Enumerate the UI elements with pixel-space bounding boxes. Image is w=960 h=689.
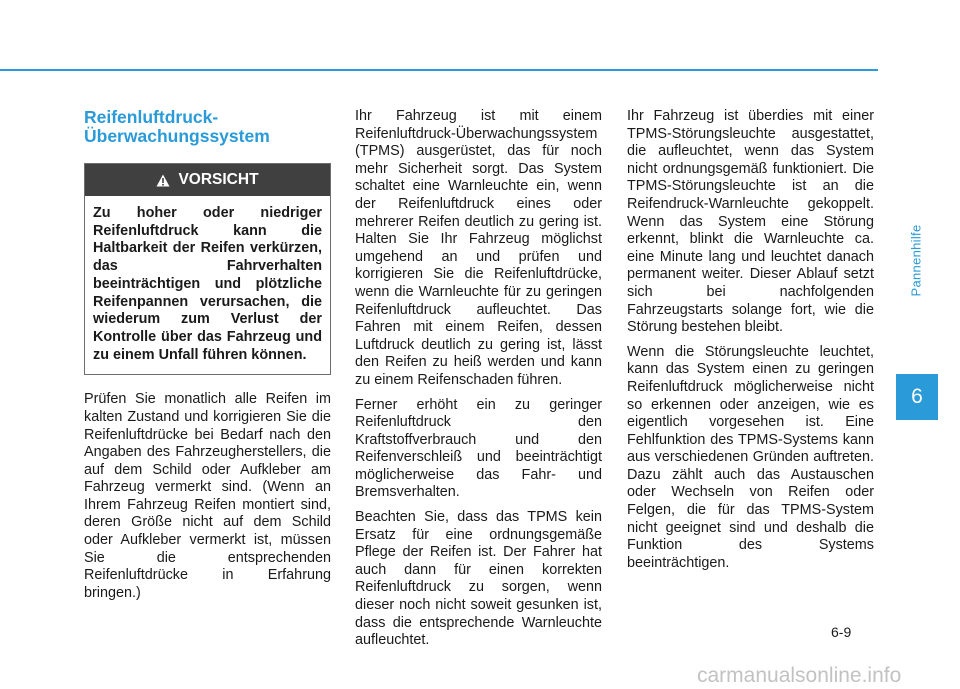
- paragraph: Ihr Fahrzeug ist überdies mit einer TPMS-Störungsleuchte ausgestattet, die aufleuchtet, wenn das System nicht ordnungsgemäß funktioniert. Die TPMS-Störungsleuchte ist an die Reifendruck-Warnleuchte gekoppelt. Wenn das System eine Störung erkennt, blinkt die Warnleuchte ca. eine Minute lang und leuchtet danach permanent weiter. Dieser Ablauf setzt sich bei nachfolgenden Fahrzeugstarts solange fort, wie die Störung bestehen bleibt.: [627, 108, 874, 336]
- caution-label: VORSICHT: [178, 171, 259, 189]
- section-heading: Reifenluftdruck-Überwachungssystem: [84, 107, 270, 146]
- paragraph: Prüfen Sie monatlich alle Reifen im kalten Zustand und korrigieren Sie die Reifenluftdrücke bei Bedarf nach den Angaben des Fahrzeugherstellers, die auf dem Schild oder Aufkleber am Fahrzeug vermerkt sind. (Wenn an Ihrem Fahrzeug Reifen montiert sind, deren Größe nicht auf dem Schild oder Aufkleber vermerkt ist, müssen Sie die entsprechenden Reifenluftdrücke in Erfahrung bringen.): [84, 391, 331, 601]
- chapter-side-label: [904, 200, 928, 320]
- warning-triangle-icon: [156, 174, 170, 187]
- caution-box: [84, 163, 331, 375]
- header-rule: [0, 69, 878, 71]
- column-right: [627, 108, 874, 579]
- caution-header: [85, 164, 330, 196]
- paragraph: Ihr Fahrzeug ist mit einem Reifenluftdruck-Überwachungssystem (TPMS) ausgerüstet, das für noch mehr Sicherheit sorgt. Das System schaltet eine Warnleuchte ein, wenn der Reifenluftdruck eines oder mehrerer Reifen deutlich zu gering ist. Halten Sie Ihr Fahrzeug möglichst umgehend an und prüfen und korrigieren Sie die Reifenluftdrücke, wenn die Warnleuchte für zu geringen Reifenluftdruck aufleuchtet. Das Fahren mit einem Reifen, dessen Luftdruck deutlich zu gering ist, lässt den Reifen zu heiß werden und kann zu einem Reifenschaden führen.: [355, 108, 602, 388]
- column-left: [84, 108, 331, 609]
- column-middle: [355, 108, 602, 657]
- paragraph: Wenn die Störungsleuchte leuchtet, kann das System einen zu geringen Reifenluftdruck möglicherweise nicht so erkennen oder anzeigen, wie es eigentlich vorgesehen ist. Eine Fehlfunktion des TPMS-Systems kann aus verschiedenen Gründen auftreten. Dazu zählt auch das Austauschen oder Wechseln von Reifen oder Felgen, die für das TPMS-System nicht geeignet sind und deshalb die Funktion des Systems beeinträchtigen.: [627, 343, 874, 571]
- caution-text: Zu hoher oder niedriger Reifenluftdruck kann die Haltbarkeit der Reifen verkürzen, das Fahrverhalten beeinträchtigen und plötzliche Reifenpannen verursachen, die wiederum zum Verlust der Kontrolle über das Fahrzeug und zu einem Unfall führen können.: [93, 205, 322, 363]
- watermark: carmanualsonline.info: [697, 664, 902, 687]
- paragraph: Ferner erhöht ein zu geringer Reifenluftdruck den Kraftstoffverbrauch und den Reifenverschleiß und beeinträchtigt möglicherweise das Fahr- und Bremsverhalten.: [355, 396, 602, 501]
- page-number: 6-9: [831, 624, 852, 640]
- chapter-title: Pannenhilfe: [908, 224, 924, 296]
- chapter-number-tab: 6: [896, 374, 938, 420]
- paragraph: Beachten Sie, dass das TPMS kein Ersatz für eine ordnungsgemäße Pflege der Reifen ist. Der Fahrer hat auch dann für einen korrekten Reifenluftdruck zu sorgen, wenn dieser noch nicht soweit gesunken ist, dass die entsprechende Warnleuchte aufleuchtet.: [355, 509, 602, 649]
